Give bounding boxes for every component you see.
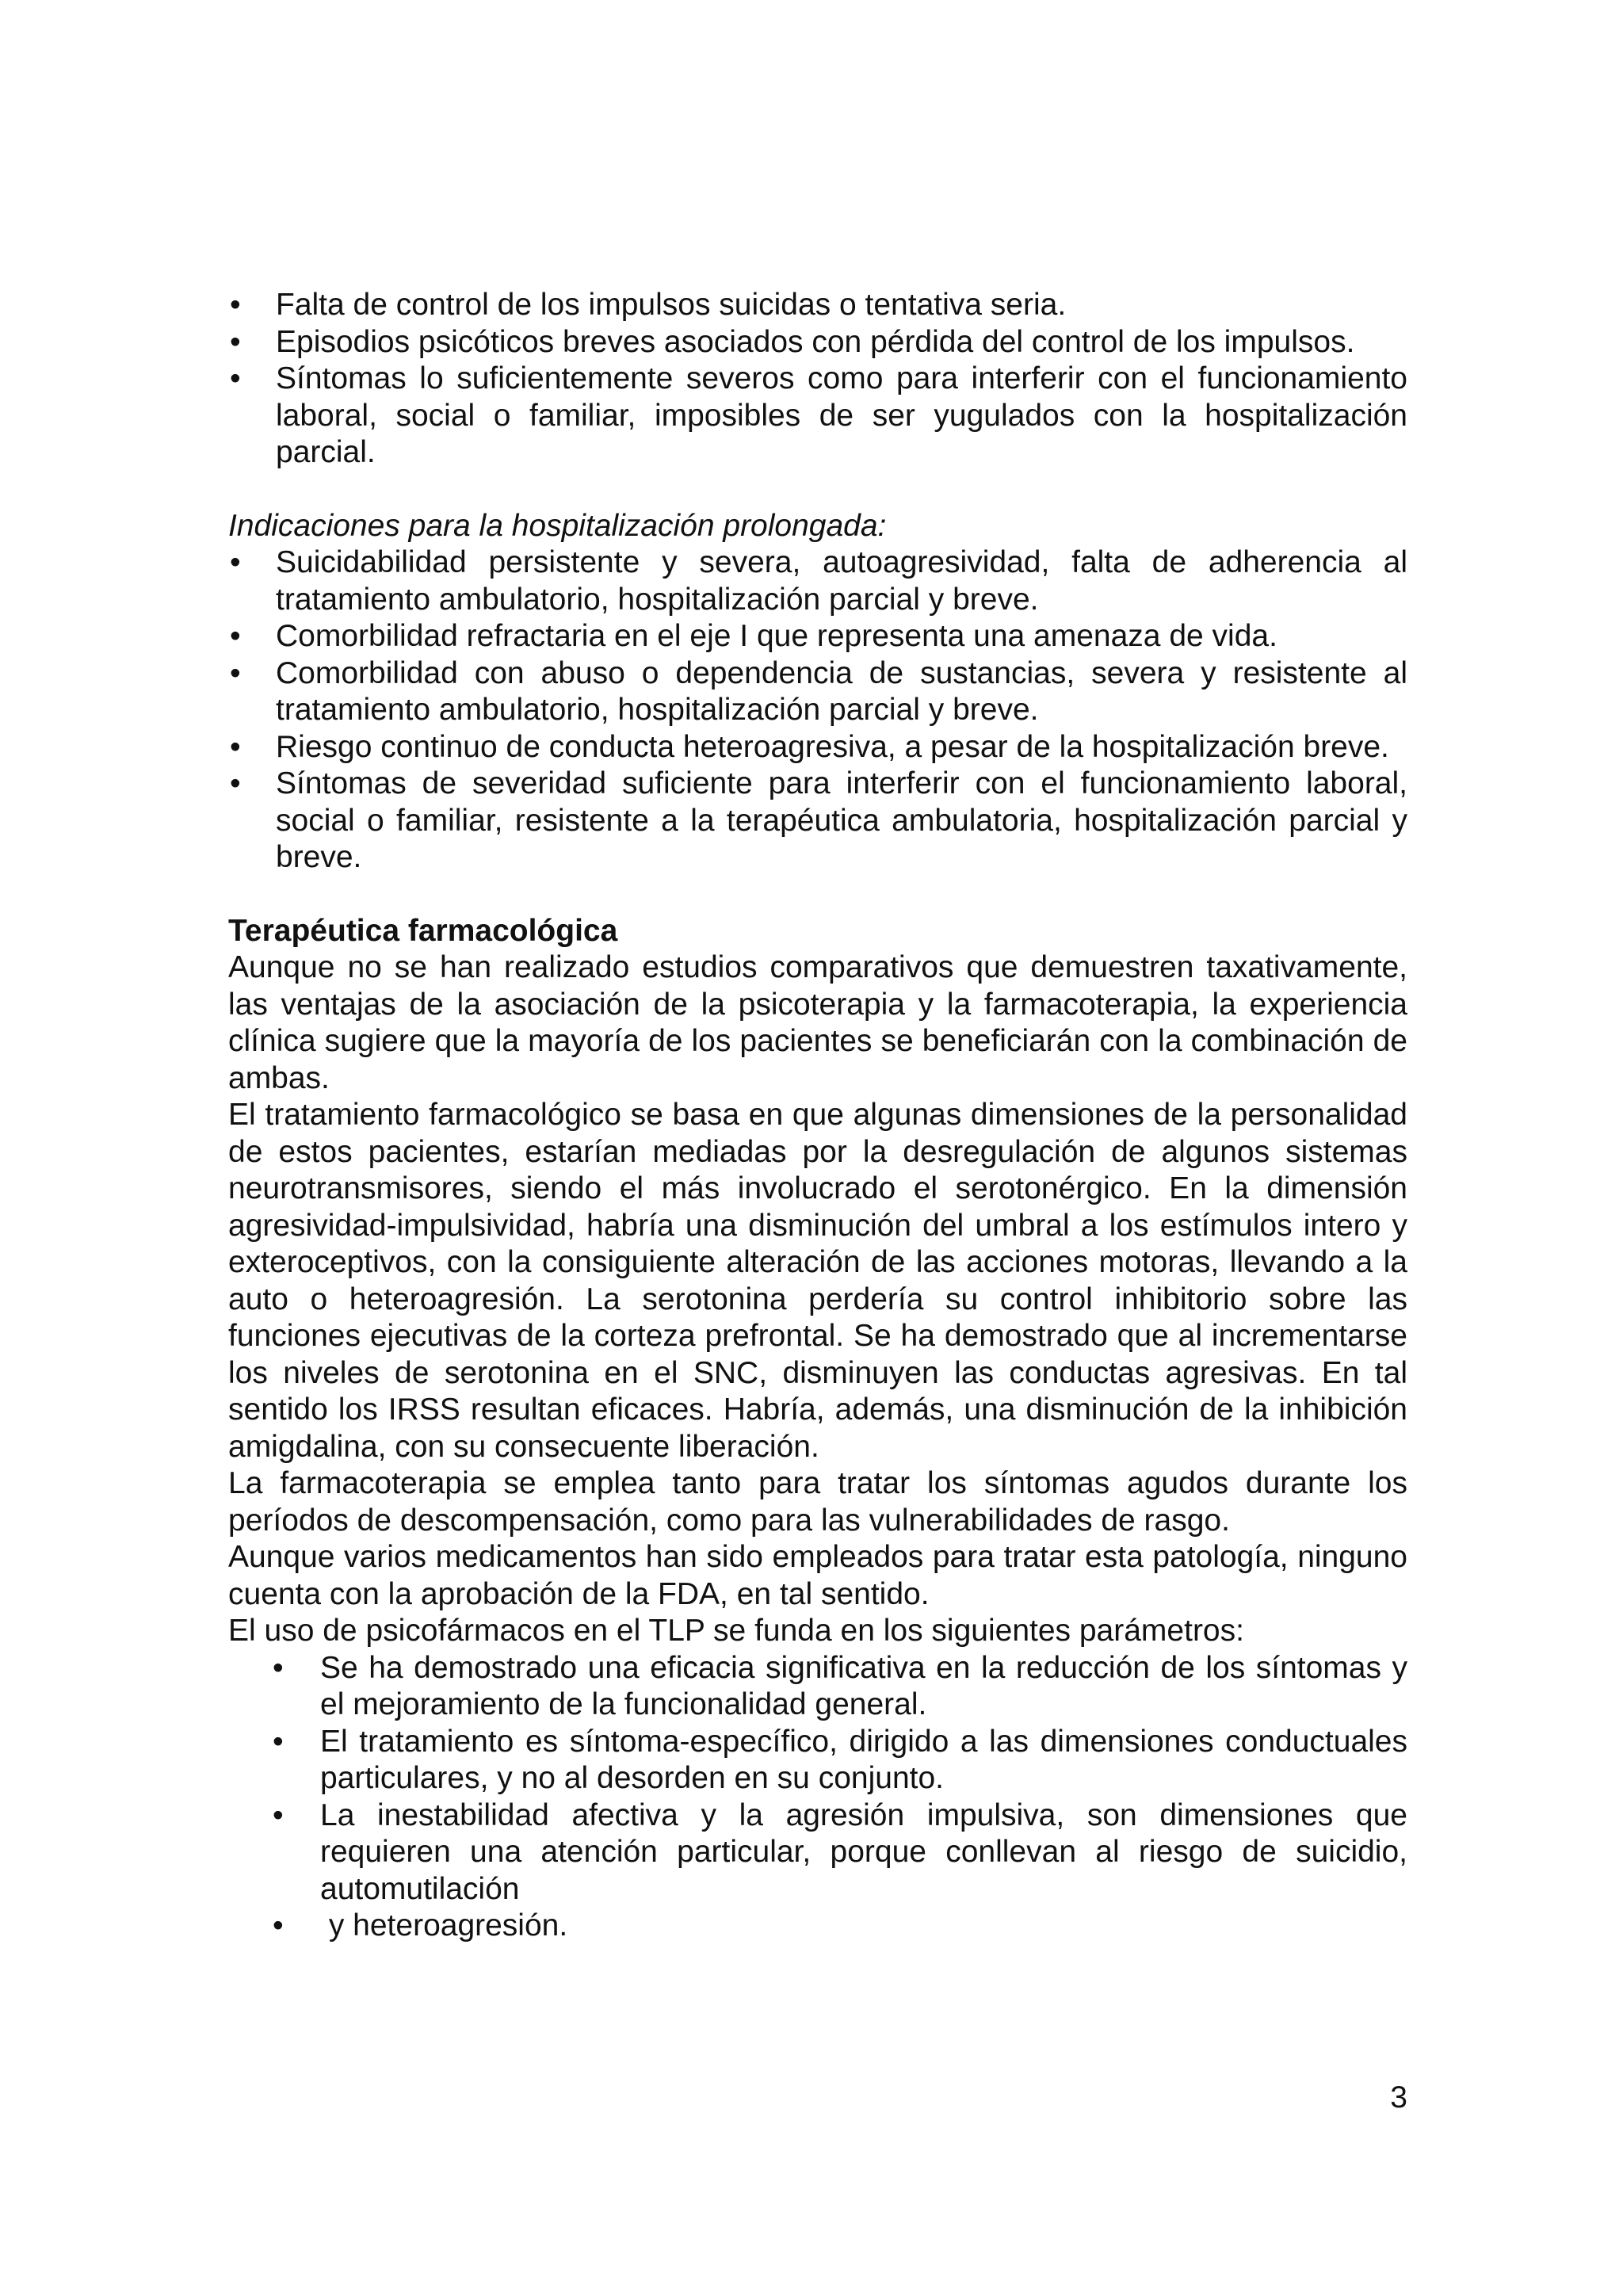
- list-item: • Comorbilidad refractaria en el eje I que representa una amenaza de vida.: [228, 618, 1407, 655]
- page-number: 3: [1390, 2080, 1407, 2115]
- paragraph: La farmacoterapia se emplea tanto para tratar los síntomas agudos durante los períodos de descompensación, como para las vulnerabilidades de rasgo.: [228, 1466, 1407, 1538]
- section-heading: Terapéutica farmacológica: [228, 913, 618, 948]
- list-item: • Síntomas de severidad suficiente para interferir con el funcionamiento laboral, social o familiar, resistente a la terapéutica ambulatoria, hospitalización parcial y breve.: [228, 766, 1407, 877]
- list-item: • Síntomas lo suficientemente severos como para interferir con el funcionamiento laboral, social o familiar, imposibles de ser yugulados con la hospitalización parcial.: [228, 361, 1407, 472]
- list-item: • Comorbilidad con abuso o dependencia de sustancias, severa y resistente al tratamiento ambulatorio, hospitalización parcial y breve.: [228, 655, 1407, 729]
- list-item: • La inestabilidad afectiva y la agresión impulsiva, son dimensiones que requieren una atención particular, porque conllevan al riesgo de suicidio, automutilación: [271, 1797, 1407, 1908]
- paragraph: El tratamiento farmacológico se basa en que algunas dimensiones de la personalidad de estos pacientes, estarían mediadas por la desregulación de algunos sistemas neurotransmisores, siendo el más involucrado el serotonérgico. En la dimensión agresividad-impulsividad, habría una disminución del umbral a los estímulos intero y exteroceptivos, con la consiguiente alteración de las acciones motoras, llevando a la auto o heteroagresión. La serotonina perdería su control inhibitorio sobre las funciones ejecutivas de la corteza prefrontal. Se ha demostrado que al incrementarse los niveles de serotonina en el SNC, disminuyen las conductas agresivas. En tal sentido los IRSS resultan eficaces. Habría, además, una disminución de la inhibición amigdalina, con su consecuente liberación.: [228, 1098, 1407, 1464]
- list-item: • El tratamiento es síntoma-específico, dirigido a las dimensiones conductuales particulares, y no al desorden en su conjunto.: [271, 1724, 1407, 1797]
- spacer: [228, 877, 1407, 913]
- spacer: [228, 472, 1407, 508]
- list-item: • Suicidabilidad persistente y severa, autoagresividad, falta de adherencia al tratamiento ambulatorio, hospitalización parcial y breve.: [228, 544, 1407, 618]
- list-item: • Riesgo continuo de conducta heteroagresiva, a pesar de la hospitalización breve.: [228, 729, 1407, 766]
- parameters-list: [271, 1650, 1407, 1945]
- list-item: • Episodios psicóticos breves asociados con pérdida del control de los impulsos.: [228, 324, 1407, 361]
- document-page: [228, 287, 1407, 1945]
- prolonged-hospitalization-list: [228, 544, 1407, 877]
- paragraph: Aunque varios medicamentos han sido empleados para tratar esta patología, ninguno cuenta con la aprobación de la FDA, en tal sentido.: [228, 1540, 1407, 1611]
- paragraph: Aunque no se han realizado estudios comparativos que demuestren taxativamente, las ventajas de la asociación de la psicoterapia y la farmacoterapia, la experiencia clínica sugiere que la mayoría de los pacientes se beneficiarán con la combinación de ambas.: [228, 950, 1407, 1095]
- list-item: • Se ha demostrado una eficacia significativa en la reducción de los síntomas y el mejoramiento de la funcionalidad general.: [271, 1650, 1407, 1724]
- section-subtitle: Indicaciones para la hospitalización prolongada:: [228, 508, 887, 543]
- criteria-list: [228, 287, 1407, 472]
- paragraph: El uso de psicofármacos en el TLP se funda en los siguientes parámetros:: [228, 1614, 1244, 1648]
- list-item: • y heteroagresión.: [271, 1908, 1407, 1945]
- list-item: • Falta de control de los impulsos suicidas o tentativa seria.: [228, 287, 1407, 324]
